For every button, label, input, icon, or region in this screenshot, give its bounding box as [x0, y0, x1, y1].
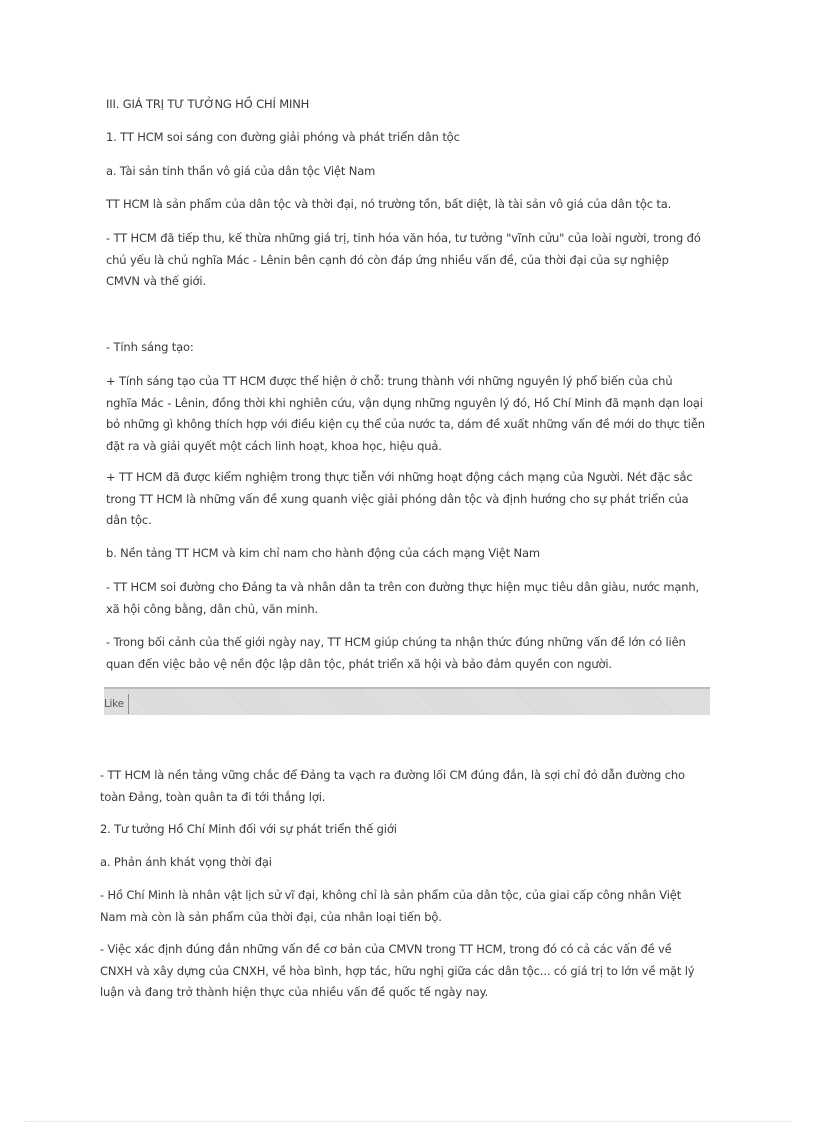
paragraph: - Hồ Chí Minh là nhân vật lịch sử vĩ đại, không chỉ là sản phẩm của dân tộc, của giai cấp công nhân Việt Nam mà còn là sản phẩm của thời đại, của nhân loại tiến bộ. — [100, 888, 682, 924]
subsection-heading: 2. Tư tưởng Hồ Chí Minh đối với sự phát triển thế giới — [100, 822, 397, 836]
paragraph: - Việc xác định đúng đắn những vấn đề cơ bản của CMVN trong TT HCM, trong đó có cả các vấn đề về CNXH và xây dựng của CNXH, về hòa bình, hợp tác, hữu nghị giữa các dân tộc... có giá trị to lớn về mặt lý luận và đang trở thành hiện thực của nhiều vấn đề quốc tế ngày nay. — [100, 942, 695, 999]
paragraph: TT HCM là sản phẩm của dân tộc và thời đại, nó trường tồn, bất diệt, là tài sản vô giá của dân tộc ta. — [106, 197, 672, 211]
paragraph: - TT HCM là nền tảng vững chắc để Đảng ta vạch ra đường lối CM đúng đắn, là sợi chỉ đỏ dẫn đường cho toàn Đảng, toàn quân ta đi tới thắng lợi. — [100, 768, 685, 804]
paragraph: - Tính sáng tạo: — [106, 340, 194, 354]
paragraph: + Tính sáng tạo của TT HCM được thể hiện ở chỗ: trung thành với những nguyên lý phổ biến của chủ nghĩa Mác - Lênin, đồng thời khi nghiên cứu, vận dụng những nguyên lý đó, Hồ Chí Minh đã mạnh dạn loại bỏ những gì không thích hợp với điều kiện cụ thể của nước ta, dám đề xuất những vấn đề mới do thực tiễn đặt ra và giải quyết một cách linh hoạt, khoa học, hiệu quả. — [106, 374, 705, 453]
subheading-a: a. Phản ánh khát vọng thời đại — [100, 855, 272, 869]
subheading-b: b. Nền tảng TT HCM và kim chỉ nam cho hành động của cách mạng Việt Nam — [106, 546, 540, 560]
subheading-a: a. Tài sản tinh thần vô giá của dân tộc Việt Nam — [106, 164, 376, 178]
paragraph: - TT HCM đã tiếp thu, kế thừa những giá trị, tinh hóa văn hóa, tư tưởng "vĩnh cửu" của loài người, trong đó chủ yếu là chủ nghĩa Mác - Lênin bên cạnh đó còn đáp ứng nhiều vấn đề, của thời đại của sự nghiệp CMVN và thế giới. — [106, 231, 701, 288]
paragraph: - TT HCM soi đường cho Đảng ta và nhân dân ta trên con đường thực hiện mục tiêu dân giàu, nước mạnh, xã hội công bằng, dân chủ, văn minh. — [106, 580, 700, 616]
paragraph: + TT HCM đã được kiểm nghiệm trong thực tiễn với những hoạt động cách mạng của Người. Nét đặc sắc trong TT HCM là những vấn đề xung quanh việc giải phóng dân tộc và định hướng cho sự phát triển của dân tộc. — [106, 470, 693, 527]
paragraph: - Trong bối cảnh của thế giới ngày nay, TT HCM giúp chúng ta nhận thức đúng những vấn đề lớn có liên quan đến việc bảo vệ nền độc lập dân tộc, phát triển xã hội và bảo đảm quyền con người. — [106, 635, 686, 671]
like-button[interactable]: Like — [104, 694, 129, 714]
like-bar — [104, 687, 710, 715]
section-heading: III. GIÁ TRỊ TƯ TƯỞNG HỒ CHÍ MINH — [106, 97, 310, 111]
bottom-divider — [24, 1121, 792, 1122]
subsection-heading: 1. TT HCM soi sáng con đường giải phóng và phát triển dân tộc — [106, 130, 460, 144]
